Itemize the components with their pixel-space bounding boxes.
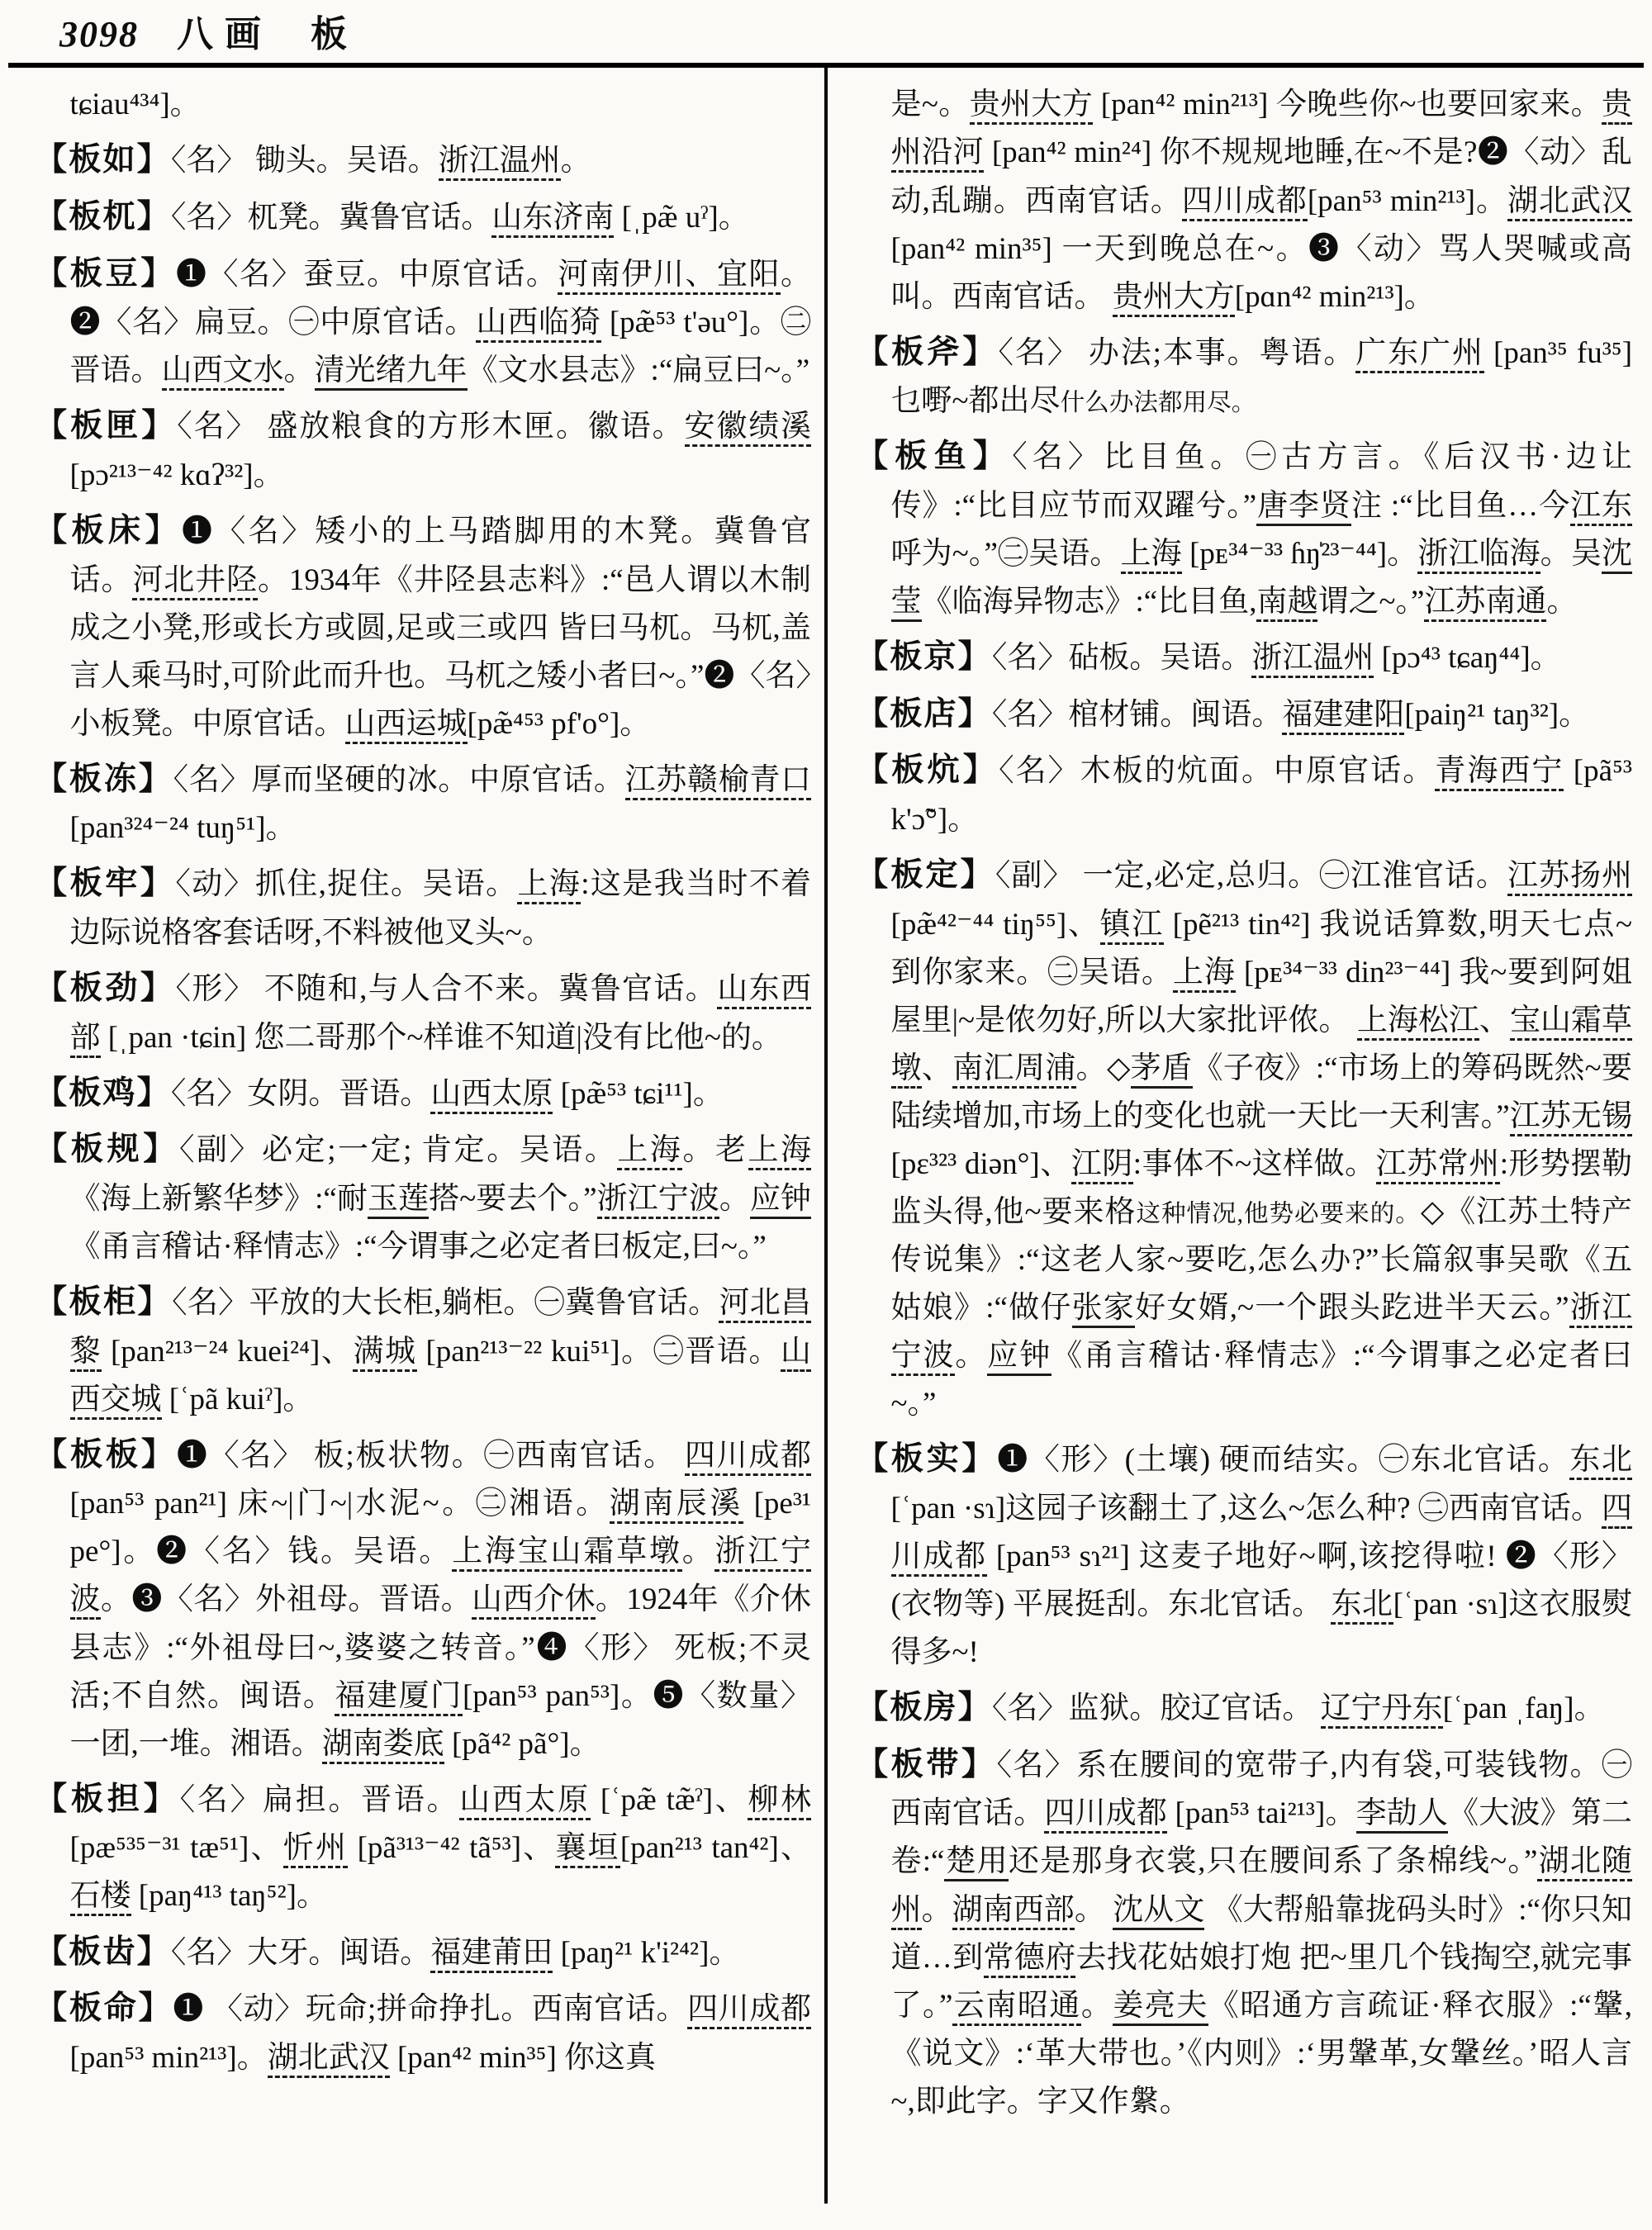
entry-text: [pæ̃⁵³ t'əu°]。㊁晋语。	[69, 306, 812, 388]
headword: 【板杌】	[35, 199, 171, 235]
place-name: 浙江宁波	[70, 1535, 812, 1620]
proper-name: 茅盾	[1131, 1051, 1193, 1089]
entry-text: 。❷〈名〉扁豆。㊀中原官话。	[69, 257, 812, 340]
entry-text: [pan⁴² min³⁵] 一天到晚总在~。❸〈动〉骂人哭喊或高叫。西南官话。	[890, 231, 1633, 314]
entry-text: ❶〈名〉 板;板状物。㊀西南官话。	[176, 1438, 685, 1473]
entry-板匣	[35, 401, 811, 500]
entry-text: [ˌpæ̃ uˀ]。	[614, 201, 749, 235]
headword: 【板规】	[35, 1132, 180, 1168]
entry-text: [pan²¹³⁻²⁴ kuei²⁴]、	[102, 1334, 354, 1369]
left-column	[0, 81, 824, 2204]
place-name: 湖南西部	[952, 1893, 1075, 1930]
proper-name: 应钟	[987, 1339, 1051, 1376]
entry-text: 。	[719, 1181, 750, 1216]
place-name: 湖北武汉	[268, 2041, 390, 2078]
place-name: 云南昭通	[952, 1989, 1080, 2026]
place-name: 青海西宁	[1435, 754, 1564, 791]
headword: 【板鱼】	[855, 439, 1013, 475]
entry-text: 〈名〉女阴。晋语。	[170, 1076, 431, 1111]
entry-板炕	[856, 745, 1632, 844]
entry-text: 〈名〉杌凳。冀鲁官话。	[170, 201, 492, 235]
place-name: 浙江温州	[1251, 641, 1374, 678]
headword: 【板斧】	[855, 334, 999, 370]
entry-text: 。吴	[1540, 537, 1602, 572]
entry-板带	[856, 1739, 1632, 2126]
entry-text: 。	[681, 1535, 715, 1569]
entry-text: 〈名〉厚而坚硬的冰。中原官话。	[173, 762, 625, 797]
headword: 【板房】	[855, 1690, 992, 1726]
place-name: 山东西部	[70, 972, 811, 1058]
headword: 【板齿】	[35, 1933, 171, 1970]
entry-板担	[35, 1774, 811, 1921]
entry-text: 。1934年《井陉县志料》:“邑人谓以木制成之小凳,形或长方或圆,足或三或四 皆曰马杌。马杌,盖言人乘马时,可阶此而升也。马杌之矮小者曰~。”❷〈名〉小板凳。中原官话。	[69, 562, 812, 741]
headword: 【板柜】	[35, 1284, 173, 1321]
headword: 【板定】	[855, 856, 995, 893]
stroke-section-label: 八画	[177, 14, 273, 55]
entry-text: 、	[921, 1051, 953, 1085]
place-name: 山东济南	[491, 201, 614, 238]
place-name: 四川成都	[685, 1439, 811, 1476]
place-name: 贵州大方	[1113, 280, 1235, 317]
place-name: 贵州大方	[970, 88, 1093, 125]
entry-text: [pe³¹ pe°]。❷〈名〉钱。吴语。	[69, 1487, 812, 1569]
entry-text: 〈名〉大牙。闽语。	[170, 1935, 431, 1970]
entry-板京	[856, 632, 1632, 683]
entry-text: [pan⁴² min³⁵] 你这真	[389, 2040, 657, 2075]
entry-text: 注 :“比目鱼…今	[1351, 488, 1571, 523]
headword: 【板实】	[855, 1441, 998, 1478]
place-name: 浙江温州	[439, 144, 561, 181]
headword: 【板炕】	[855, 752, 999, 789]
entry-text: 、	[1479, 1003, 1510, 1037]
entry-text: [paŋ²¹ k'i²⁴²]。	[553, 1935, 740, 1970]
entry-text: [paiŋ²¹ taŋ³²]。	[1404, 697, 1590, 732]
headword: 【板带】	[855, 1746, 997, 1782]
page-header	[0, 0, 1652, 59]
entry-text: :形势摆勒监头得,他~要来格	[890, 1146, 1632, 1230]
place-name: 安徽绩溪	[685, 410, 812, 447]
place-name: 河南伊川、宜阳	[558, 258, 781, 295]
entry-板杌	[35, 192, 811, 243]
entry-text: 《大帮船靠拢码头时》:“你只知道…到	[890, 1892, 1633, 1975]
place-name: 上海	[1173, 956, 1236, 993]
entry-板命	[35, 1983, 811, 2082]
entry-text: 〈名〉 办法;本事。粤语。	[998, 335, 1356, 370]
headword: 【板床】	[35, 512, 182, 548]
entry-板斧	[856, 327, 1632, 426]
place-name: 上海宝山霜草墩	[452, 1535, 681, 1572]
place-name: 襄垣	[555, 1831, 620, 1868]
place-name: 山西介休	[472, 1582, 596, 1620]
place-name: 南越	[1256, 585, 1317, 622]
entry-text: [pɔ⁴³ tɕaŋ⁴⁴]。	[1374, 641, 1561, 676]
entry-text: 去找花姑娘打炮 把~里几个钱掏空,就完事了。”	[890, 1940, 1633, 2023]
headword: 【板匣】	[35, 408, 178, 444]
entry-text: [ʿpan ˌfaŋ]。	[1442, 1691, 1605, 1726]
entry-text: ❶〈形〉(土壤) 硬而结实。㊀东北官话。	[997, 1443, 1570, 1478]
right-column	[828, 81, 1652, 2204]
entry-板定	[856, 850, 1632, 1428]
headword: 【板冻】	[35, 761, 173, 797]
entry-text: [pæ̃⁵³ tɕi¹¹]。	[553, 1076, 724, 1111]
place-name: 湖北随州	[891, 1844, 1633, 1929]
entry-text: [pan³⁵ fu³⁵] 乜嘢~都出尽	[890, 335, 1633, 419]
place-name: 湖北武汉	[1507, 184, 1632, 221]
place-name: 上海	[617, 1133, 682, 1170]
place-name: 满城	[353, 1335, 416, 1372]
entry-text: 。	[1546, 585, 1578, 619]
entry-板冻	[35, 754, 811, 853]
place-name: 山西临猗	[476, 306, 601, 343]
entry-text: 呼为~。”㊁吴语。	[890, 537, 1121, 572]
proper-name: 张家	[1072, 1291, 1135, 1328]
entry-text: 〈副〉必定;一定; 肯定。吴语。	[179, 1133, 618, 1168]
place-name: 江苏扬州	[1507, 859, 1632, 896]
entry-text: 《临海异物志》:“比目鱼,	[921, 585, 1257, 619]
entry-text: [pan³²⁴⁻²⁴ tuŋ⁵¹]。	[69, 811, 297, 846]
proper-name: 应钟	[750, 1182, 811, 1219]
page-number: 3098	[59, 14, 139, 55]
entry-text: 〈形〉 不随和,与人合不来。冀鲁官话。	[175, 972, 718, 1007]
entry-text: 。	[1080, 1988, 1113, 2023]
place-name: 山西太原	[459, 1783, 591, 1820]
entry-text: [pᴇ³⁴⁻³³ ɦŋ̍²³⁻⁴⁴]。	[1181, 537, 1418, 572]
entry-text: 〈名〉比目鱼。㊀古方言。《后汉书·边让传》:“比目应节而双躍兮。”	[890, 440, 1633, 523]
entry-text: [pan⁵³ min²¹³]。	[1307, 183, 1508, 218]
entry-text: [ʿpan ·sɿ]这衣服熨得多~!	[890, 1587, 1633, 1670]
place-name: 江苏赣榆青口	[625, 763, 811, 800]
place-name: 浙江宁波	[891, 1291, 1633, 1376]
entry-板牢	[35, 858, 811, 957]
entry-板店	[856, 689, 1632, 740]
place-name: 辽宁丹东	[1321, 1691, 1443, 1729]
entry-板规	[35, 1124, 811, 1271]
entry-text: ❶ 〈动〉玩命;拼命挣扎。西南官话。	[173, 1992, 688, 2027]
entry-text: [pan⁵³ pan⁵³]。❺〈数量〉一团,一堆。湘语。	[69, 1678, 812, 1761]
entry-text: 〈名〉监狱。胶辽官话。	[991, 1691, 1321, 1726]
entry-text: 《文水县志》:“扁豆曰~。”	[467, 353, 810, 388]
entry-text: 《昭通方言疏证·释衣服》:“鞶,《说文》:‘革大带也。’《内则》:‘男鞶革,女鞶丝。’昭人言~,即此字。字又作縏。	[890, 1988, 1633, 2118]
entry-text: [pɔ²¹³⁻⁴² kɑʔ³²]。	[69, 458, 284, 492]
place-name: 江苏常州	[1376, 1147, 1500, 1184]
entry-text: [pæ⁵³⁵⁻³¹ tæ⁵¹]、	[69, 1831, 283, 1866]
entry-text: 〈名〉砧板。吴语。	[991, 641, 1252, 676]
proper-name: 唐李贤	[1256, 489, 1351, 526]
entry-text: 搭~要去个。”	[429, 1181, 597, 1216]
entry-text: [paŋ⁴¹³ taŋ⁵²]。	[131, 1879, 327, 1914]
place-name: 上海	[748, 1133, 812, 1170]
entry-text: 谓之~。”	[1317, 585, 1425, 619]
place-name: 山西太原	[430, 1077, 553, 1114]
entry-text: [pæ̃⁴²⁻⁴⁴ tiŋ⁵⁵]、	[890, 907, 1100, 942]
place-name: 四川成都	[1044, 1796, 1167, 1834]
headword: 【板如】	[35, 142, 171, 178]
place-name: 东北	[1331, 1587, 1393, 1625]
continuation-text	[856, 81, 1632, 320]
entry-text: [pã⁵³ k'ɔ̃°]。	[890, 754, 1633, 837]
place-name: 福建莆田	[430, 1936, 553, 1973]
place-name: 浙江临海	[1417, 537, 1540, 574]
place-name: 湖南娄底	[322, 1727, 444, 1764]
entry-text: [pẽ²¹³ tin⁴²] 我说话算数,明天七点~到你家来。㊁吴语。	[890, 907, 1632, 989]
entry-text: [pɛ³²³ diən°]、	[890, 1146, 1071, 1181]
proper-name: 玉莲	[368, 1182, 429, 1219]
entry-text: [pã³¹³⁻⁴² tã⁵³]、	[348, 1831, 556, 1866]
proper-name: 姜亮夫	[1113, 1989, 1208, 2026]
place-name: 上海	[1121, 537, 1182, 574]
entry-text: 〈名〉木板的炕面。中原官话。	[999, 754, 1436, 789]
entry-text: 。	[921, 1892, 952, 1927]
entry-text: 〈名〉棺材铺。闽语。	[991, 697, 1283, 732]
place-name: 四川成都	[1182, 184, 1308, 221]
place-name: 石楼	[70, 1879, 131, 1916]
headword: 【板鸡】	[35, 1075, 171, 1111]
place-name: 四川成都	[687, 1992, 811, 2029]
entry-text: [pɑn⁴² min²¹³]。	[1234, 279, 1435, 314]
small-gloss: 什么办法都用尽。	[1060, 390, 1256, 417]
entry-text: 。	[955, 1339, 988, 1374]
entry-text: 。◇	[1075, 1051, 1131, 1085]
entry-text: [pan⁴² min²⁴] 你不规规地睡,在~不是?❷〈动〉乱动,乱蹦。西南官话。	[890, 135, 1633, 218]
small-gloss: 这种情况,他势必要来的。	[1136, 1201, 1421, 1228]
entry-text: tɕiau⁴³⁴]。	[69, 88, 201, 122]
place-name: 山西交城	[70, 1335, 812, 1420]
entry-text: :事体不~这样做。	[1132, 1146, 1376, 1181]
entry-text: 〈副〉 一定,必定,总归。㊀江淮官话。	[995, 858, 1508, 893]
place-name: 湖南辰溪	[610, 1487, 743, 1524]
place-name: 河北井陉	[132, 563, 258, 600]
entry-板如	[35, 135, 811, 186]
place-name: 上海	[517, 867, 581, 904]
entry-text: [pan⁴² min²¹³] 今晚些你~也要回家来。	[1093, 88, 1602, 122]
place-name: 山西运城	[345, 707, 468, 744]
place-name: 南汇周浦	[952, 1051, 1075, 1089]
entry-text: 〈动〉抓住,捉住。吴语。	[175, 867, 518, 902]
entry-text: 。1924年《介休县志》:“外祖母曰~,婆婆之转音。”❹〈形〉 死板;不灵活;不自然。闽语。	[69, 1582, 812, 1713]
entry-text: [pan²¹³⁻²² kui⁵¹]。㊁晋语。	[416, 1334, 781, 1369]
entry-text: 。❸〈名〉外祖母。晋语。	[100, 1582, 472, 1617]
entry-text: 。	[1074, 1892, 1113, 1927]
entry-text: ❶〈名〉矮小的上马踏脚用的木凳。冀鲁官话。	[69, 514, 812, 597]
place-name: 福建建阳	[1282, 698, 1404, 735]
place-name: 江苏南通	[1424, 585, 1546, 622]
entry-板板	[35, 1430, 811, 1768]
place-name: 河北昌黎	[70, 1286, 812, 1372]
entry-板床	[35, 505, 811, 748]
continuation-text	[35, 81, 811, 129]
entry-text: 《海上新繁华梦》:“耐	[69, 1181, 368, 1216]
entry-text: [pã⁴² pã°]。	[444, 1726, 601, 1761]
place-name: 浙江宁波	[597, 1182, 719, 1219]
entry-text: [pan²¹³ tan⁴²]、	[620, 1831, 812, 1866]
place-name: 宝山霜草墩	[891, 1004, 1633, 1089]
entry-板齿	[35, 1927, 811, 1978]
proper-name: 李劼人	[1356, 1796, 1449, 1834]
entry-text: 《甬言稽诂·释情志》:“今谓事之必定者曰~。”	[890, 1339, 1633, 1421]
proper-name: 沈莹	[891, 537, 1633, 622]
entry-text: 《子夜》:“市场上的筹码既然~要陆续增加,市场上的变化也就一天比一天利害。”	[890, 1051, 1633, 1133]
entry-板实	[856, 1434, 1632, 1677]
entry-text: [pᴇ³⁴⁻³³ din²³⁻⁴⁴] 我~要到阿姐屋里|~是侬勿好,所以大家批评侬。	[890, 955, 1633, 1037]
place-name: 四川成都	[891, 1492, 1632, 1577]
entry-text: ❶〈名〉蚕豆。中原官话。	[176, 257, 558, 292]
entry-text: [pan⁵³ min²¹³]。	[69, 2040, 268, 2075]
entry-text: 还是那身衣裳,只在腰间系了条棉线~。”	[1008, 1844, 1538, 1879]
headword: 【板豆】	[35, 255, 176, 292]
entry-板豆	[35, 249, 811, 396]
place-name: 山西文水	[162, 353, 284, 391]
entry-text: 好女婿,~一个跟头趷进半天云。”	[1135, 1291, 1569, 1326]
place-name: 江苏无锡	[1510, 1099, 1632, 1136]
entry-text: 《大波》第二卷:“	[890, 1796, 1633, 1879]
entry-板鸡	[35, 1068, 811, 1119]
entry-text: 。	[283, 353, 315, 388]
headword: 【板店】	[855, 695, 992, 732]
entry-text: 〈名〉 盛放粮食的方形木匣。徽语。	[177, 410, 685, 444]
headword: 【板劲】	[35, 970, 176, 1007]
place-name: 忻州	[283, 1831, 348, 1868]
entry-text: 《甬言稽诂·释情志》:“今谓事之必定者曰板定,曰~。”	[69, 1229, 767, 1264]
place-name: 贵州沿河	[891, 88, 1632, 173]
proper-name: 沈从文	[1113, 1893, 1204, 1930]
entry-text: [ʿpã kuiˀ]。	[161, 1382, 314, 1416]
entry-text: 〈名〉扁担。晋语。	[179, 1782, 460, 1817]
entry-板劲	[35, 963, 811, 1062]
headword: 【板京】	[855, 639, 992, 676]
place-name: 江东	[1570, 489, 1632, 526]
entry-text: [ʿpan ·sɿ]这园子该翻土了,这么~怎么种? ㊁西南官话。	[890, 1491, 1602, 1525]
place-name: 柳林	[748, 1783, 811, 1820]
proper-name: 清光绪九年	[315, 353, 468, 391]
place-name: 广东广州	[1355, 336, 1484, 373]
place-name: 镇江	[1100, 908, 1164, 945]
place-name: 江阴	[1071, 1147, 1133, 1184]
headword: 【板担】	[35, 1781, 180, 1817]
two-column-body	[0, 68, 1652, 2204]
entry-text: [pæ̃⁴⁵³ pf'o°]。	[467, 706, 651, 741]
entry-text: :这是我当时不着边际说格客套话呀,不料被他叉头~。	[69, 867, 812, 951]
place-name: 福建厦门	[335, 1679, 463, 1716]
entry-text: [pan⁵³ tai²¹³]。	[1167, 1796, 1356, 1831]
entry-text: 是~。	[890, 88, 970, 122]
headword: 【板板】	[35, 1436, 177, 1473]
proper-name: 楚用	[944, 1844, 1009, 1881]
entry-text: 。	[560, 144, 591, 178]
entry-text: 〈名〉 锄头。吴语。	[170, 144, 439, 178]
place-name: 东北	[1569, 1443, 1632, 1480]
entry-text: [pan⁵³ sɿ²¹] 这麦子地好~啊,该挖得啦! ❷〈形〉(衣物等) 平展挺刮。东北官话。	[890, 1540, 1633, 1622]
head-character: 板	[311, 14, 349, 55]
headword: 【板命】	[35, 1990, 173, 2027]
place-name: 上海松江	[1357, 1004, 1479, 1041]
entry-板房	[856, 1682, 1632, 1734]
entry-text: [ʿpæ̃ tæ̃ˀ]、	[590, 1782, 748, 1817]
entry-板鱼	[856, 431, 1632, 626]
entry-text: 。老	[682, 1133, 748, 1168]
entry-text: 〈名〉平放的大长柜,躺柜。㊀冀鲁官话。	[172, 1286, 719, 1321]
entry-text: [ˌpan ·tɕin] 您二哥那个~样谁不知道|没有比他~的。	[100, 1020, 782, 1055]
entry-text: [pan⁵³ pan²¹] 床~|门~|水泥~。㊁湘语。	[69, 1487, 610, 1521]
headword: 【板牢】	[35, 866, 176, 902]
entry-text: 〈名〉系在腰间的宽带子,内有袋,可装钱物。㊀西南官话。	[890, 1748, 1633, 1831]
entry-板柜	[35, 1277, 811, 1424]
entry-text: ◇《江苏土特产传说集》:“这老人家~要吃,怎么办?”长篇叙事吴歌《五姑娘》:“做仔	[890, 1195, 1633, 1326]
place-name: 常德府	[984, 1941, 1076, 1978]
